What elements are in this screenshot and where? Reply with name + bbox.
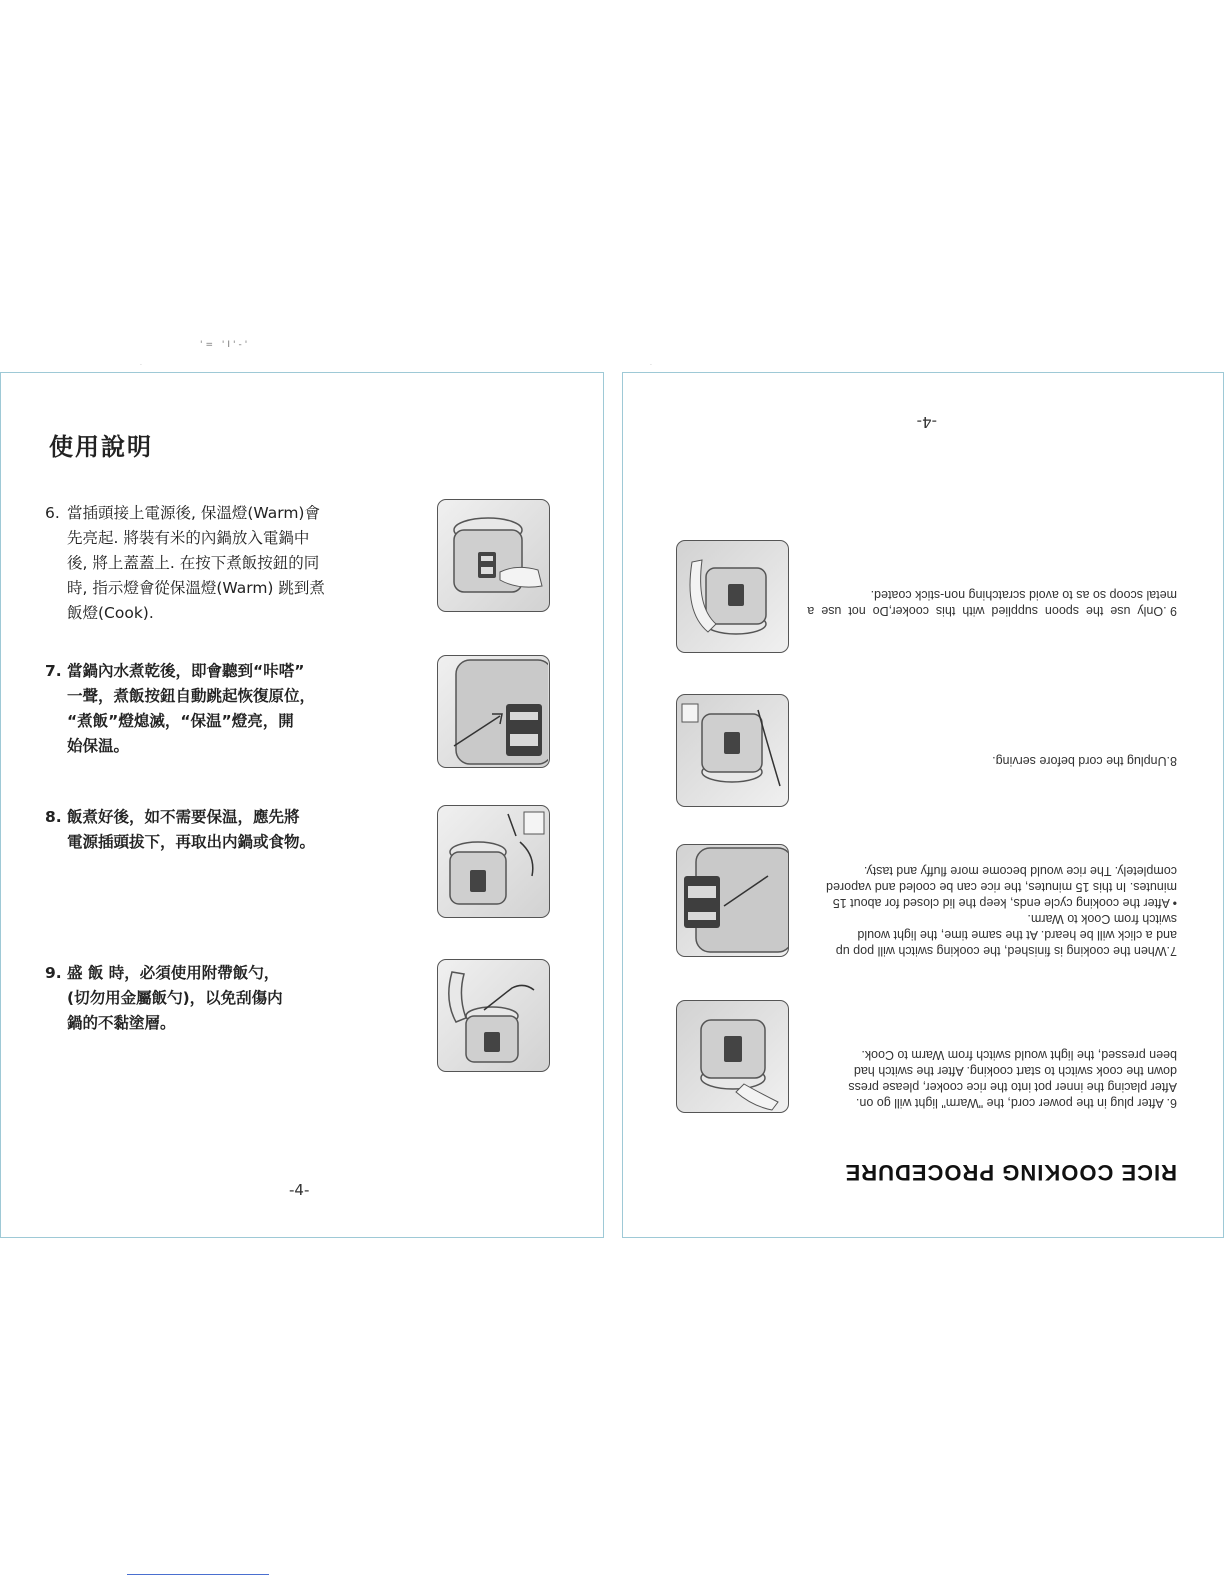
step-text: 盛 飯 時，必須使用附帶飯勺， (切勿用金屬飯勺)，以免刮傷内 鍋的不黏塗層。 bbox=[67, 964, 283, 1032]
dot-mark: · bbox=[650, 362, 652, 369]
serve-with-spoon-figure bbox=[676, 540, 789, 653]
step-number: 8. bbox=[45, 808, 62, 826]
power-plug-icon bbox=[438, 806, 548, 916]
en-step-6: 6. After plug in the power cord, the "Warm" light will go on. After placing the inner pot into the rice cooker, please press down the cook switch to start cooking. After the switch had been pressed, the light would switch from Warm to Cook. bbox=[848, 1048, 1177, 1110]
page-number: -4- bbox=[289, 1181, 310, 1199]
switch-pop-up-figure bbox=[437, 655, 550, 768]
step-7 bbox=[45, 659, 315, 759]
rotated-content bbox=[623, 373, 1224, 1239]
en-step-7: 7.When the cooking is finished, the cooking switch will pop up and a click will be heard. At the same time, the light would switch from Cook to Warm. • After the cooking cycle ends, keep the lid closed for about 15 minutes. In this 15 minutes, the rice can be cooled and vapored completely. The rice would become more fluffy and tasty. bbox=[826, 864, 1177, 958]
page-title: 使用說明 bbox=[49, 433, 153, 461]
dot-mark: · bbox=[140, 362, 142, 369]
page-title: RICE COOKING PROCEDURE bbox=[844, 1160, 1177, 1185]
step-number: 9. bbox=[45, 964, 62, 982]
rice-cooker-press-switch-figure bbox=[676, 1000, 789, 1113]
step-number: 7. bbox=[45, 662, 62, 680]
power-plug-icon bbox=[678, 696, 788, 806]
left-page bbox=[0, 372, 604, 1238]
page-number: -4- bbox=[916, 413, 937, 431]
rice-cooker-icon bbox=[438, 500, 548, 610]
stray-text: '= 'I'-' bbox=[200, 340, 251, 350]
step-number: 6. bbox=[45, 504, 60, 522]
unplug-cord-figure bbox=[676, 694, 789, 807]
step-text: 飯煮好後，如不需要保温，應先將 電源插頭拔下，再取出内鍋或食物。 bbox=[67, 808, 316, 851]
en-step-9: 9 .Only use the spoon supplied with this cooker,Do not use a metal scoop so as to avoid scratching non-stick coated. bbox=[807, 588, 1177, 618]
right-page bbox=[622, 372, 1224, 1238]
switch-pop-up-figure bbox=[676, 844, 789, 957]
step-text: 當鍋內水煮乾後，即會聽到“咔嗒” 一聲，煮飯按鈕自動跳起恢復原位， “煮飯”燈熄滅，“保温”燈亮，開 始保温。 bbox=[67, 662, 316, 755]
cook-switch-icon bbox=[678, 846, 788, 956]
step-text: 當插頭接上電源後, 保溫燈(Warm)會 先亮起. 將裝有米的內鍋放入電鍋中 後, 將上蓋蓋上. 在按下煮飯按鈕的同 時, 指示燈會從保溫燈(Warm) 跳到煮 飯燈(Cook). bbox=[67, 504, 325, 622]
step-9 bbox=[45, 961, 283, 1036]
unplug-cord-figure bbox=[437, 805, 550, 918]
footer-line bbox=[127, 1574, 269, 1575]
step-6 bbox=[45, 501, 325, 626]
step-8 bbox=[45, 805, 315, 855]
rice-spoon-icon bbox=[678, 542, 788, 652]
rice-cooker-icon bbox=[678, 1002, 788, 1112]
rice-spoon-icon bbox=[438, 960, 548, 1070]
cook-switch-icon bbox=[438, 656, 548, 766]
en-step-8: 8.Unplug the cord before serving. bbox=[992, 754, 1177, 768]
serve-with-spoon-figure bbox=[437, 959, 550, 1072]
rice-cooker-press-switch-figure bbox=[437, 499, 550, 612]
